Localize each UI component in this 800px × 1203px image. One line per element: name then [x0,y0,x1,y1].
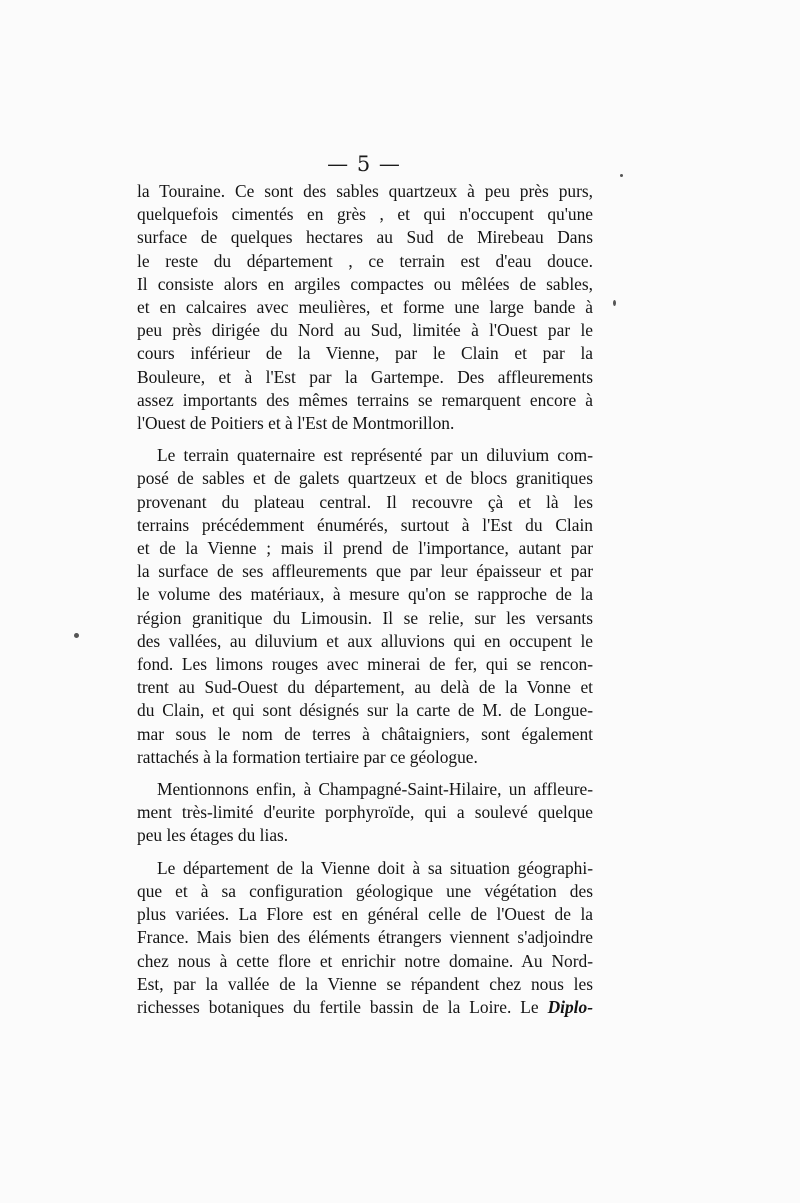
text-run: richesses botaniques du fertile bassin de la Loire. Le [137,996,539,1017]
text-line: Est, par la vallée de la Vienne se répandent chez nous les [137,973,593,994]
paragraph [137,778,593,848]
text-line: le volume des matériaux, à mesure qu'on se rapproche de la [137,584,593,605]
paragraph [137,444,593,769]
text-line: Le terrain quaternaire est représenté par un diluvium com- [157,445,593,466]
text-line: du Clain, et qui sont désignés sur la carte de M. de Longue- [137,700,593,721]
text-line: la Touraine. Ce sont des sables quartzeux à peu près purs, [137,181,593,201]
text-line: région granitique du Limousin. Il se relie, sur les versants [137,607,593,628]
text-line: provenant du plateau central. Il recouvre çà et là les [137,491,593,512]
text-line: assez importants des mêmes terrains se remarquent encore à [137,389,593,410]
page-number: — 5 — [327,152,401,176]
text-line: Bouleure, et à l'Est par la Gartempe. Des affleurements [137,366,593,387]
text-line: fond. Les limons rouges avec minerai de fer, qui se rencon- [137,654,593,675]
scan-speck [74,633,79,638]
italic-word: Diplo- [547,996,593,1017]
text-line: peu les étages du lias. [137,825,289,846]
text-line: et de la Vienne ; mais il prend de l'importance, autant par [137,538,593,559]
text-line: cours inférieur de la Vienne, par le Clain et par la [137,343,593,364]
text-line: des vallées, au diluvium et aux alluvions qui en occupent le [137,630,593,651]
scan-speck [613,300,616,306]
text-line-final [137,996,593,1019]
text-line: Le département de la Vienne doit à sa situation géographi- [157,857,593,878]
paragraph [137,180,593,435]
text-line: rattachés à la formation tertiaire par ce géologue. [137,746,478,767]
body-text [137,180,593,1028]
text-line: trent au Sud-Ouest du département, au delà de la Vonne et [137,677,593,698]
text-line: la surface de ses affleurements que par leur épaisseur et par [137,561,593,582]
text-line: surface de quelques hectares au Sud de Mirebeau Dans [137,227,593,248]
text-line: plus variées. La Flore est en général celle de l'Ouest de la [137,904,593,925]
paragraph [137,857,593,1019]
text-line: Mentionnons enfin, à Champagné-Saint-Hilaire, un affleure- [157,779,593,800]
text-line: l'Ouest de Poitiers et à l'Est de Montmorillon. [137,413,455,434]
text-line: peu près dirigée du Nord au Sud, limitée à l'Ouest par le [137,320,593,341]
text-line: ment très-limité d'eurite porphyroïde, qui a soulevé quelque [137,802,593,823]
text-line: le reste du département , ce terrain est d'eau douce. [137,250,593,271]
text-line: chez nous à cette flore et enrichir notre domaine. Au Nord- [137,950,593,971]
text-line: terrains précédemment énumérés, surtout à l'Est du Clain [137,514,593,535]
text-line: Il consiste alors en argiles compactes ou mêlées de sables, [137,273,593,294]
scan-speck [620,174,623,177]
text-line: et en calcaires avec meulières, et forme une large bande à [137,297,593,318]
text-line: mar sous le nom de terres à châtaigniers, sont également [137,723,593,744]
text-line: que et à sa configuration géologique une végétation des [137,880,593,901]
text-line: quelquefois cimentés en grès , et qui n'occupent qu'une [137,204,593,225]
text-line: posé de sables et de galets quartzeux et de blocs granitiques [137,468,593,489]
text-line: France. Mais bien des éléments étrangers viennent s'adjoindre [137,927,593,948]
